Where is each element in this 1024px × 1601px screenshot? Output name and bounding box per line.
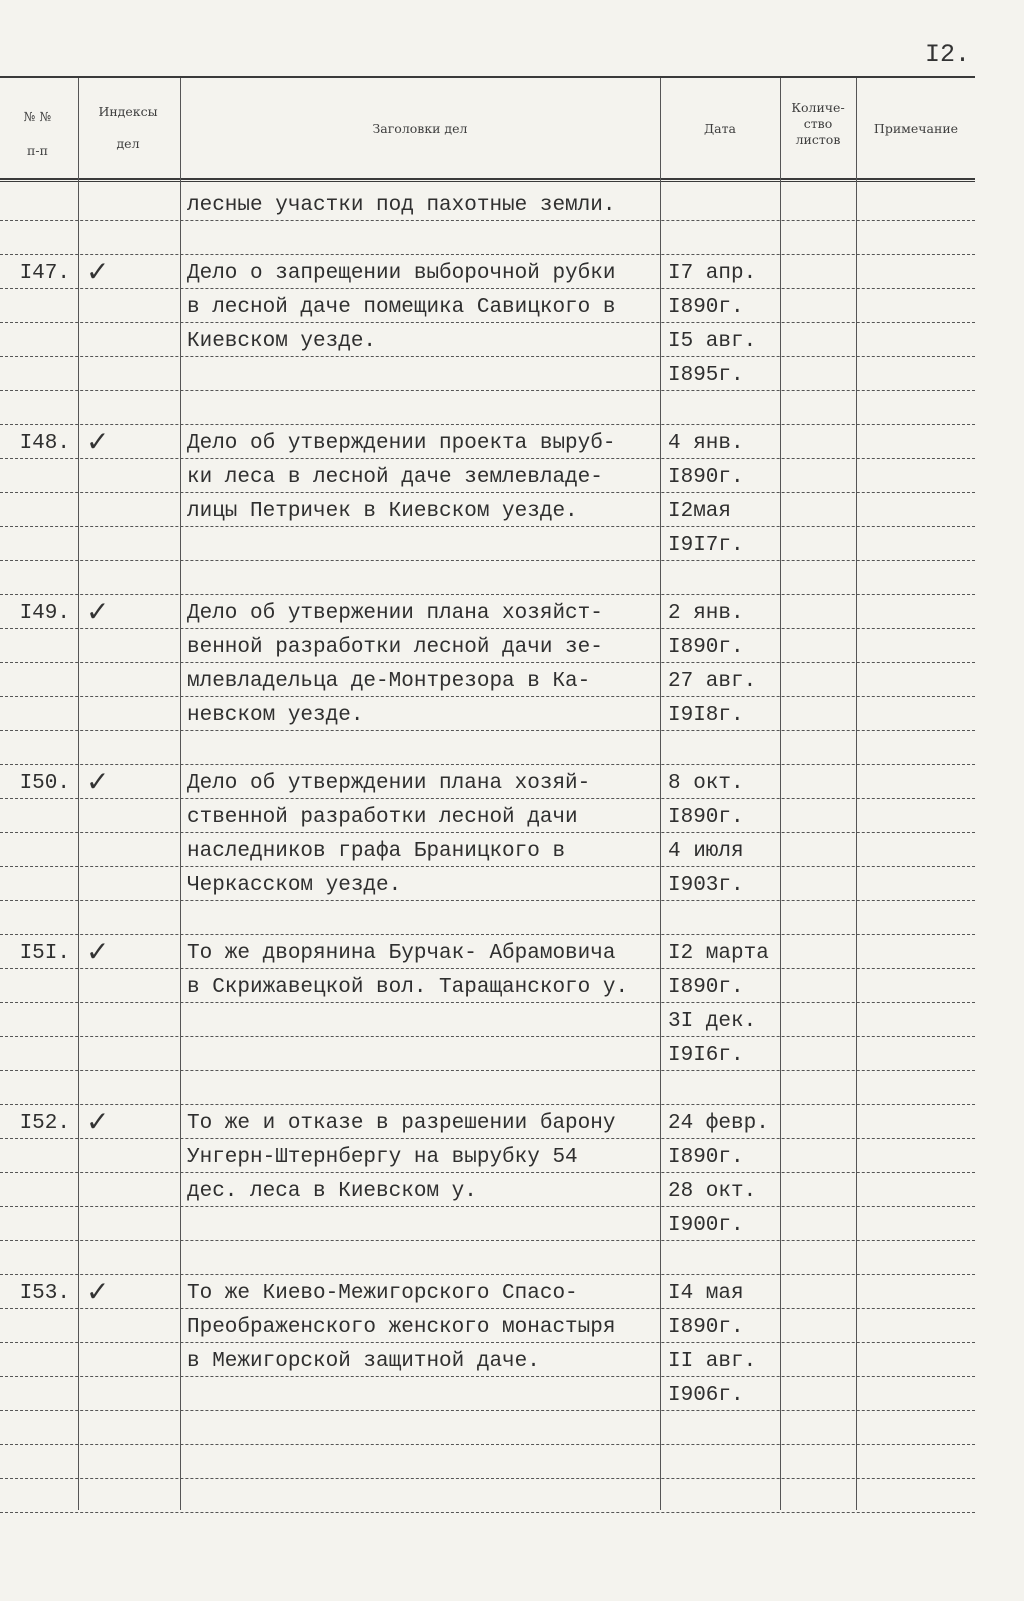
ruled-line: [0, 560, 975, 561]
record-date: I903г.: [668, 874, 744, 897]
record-number: I48.: [19, 432, 70, 455]
record-number: I50.: [19, 772, 70, 795]
record-date: I895г.: [668, 364, 744, 387]
record-date: I9I8г.: [668, 704, 744, 727]
ruled-line: [0, 424, 975, 425]
record-date: I900г.: [668, 1214, 744, 1237]
header-date-text: Дата: [704, 121, 736, 136]
record-number: I5I.: [19, 942, 70, 965]
record-date: I9I7г.: [668, 534, 744, 557]
ruled-line: [0, 866, 975, 867]
record-date: I890г.: [668, 466, 744, 489]
ruled-line: [0, 1512, 975, 1513]
ruled-line: [0, 1240, 975, 1241]
checkmark-icon: ✓: [86, 935, 110, 968]
ruled-line: [0, 1104, 975, 1105]
record-title-line: в Межигорской защитной даче.: [187, 1350, 540, 1373]
record-date: 8 окт.: [668, 772, 744, 795]
top-rule: [0, 76, 975, 78]
ruled-line: [0, 1138, 975, 1139]
ruled-line: [0, 1444, 975, 1445]
ruled-line: [0, 594, 975, 595]
ruled-line: [0, 492, 975, 493]
record-date: I890г.: [668, 976, 744, 999]
ruled-line: [0, 458, 975, 459]
ruled-line: [0, 1308, 975, 1309]
record-title-line: наследников графа Браницкого в: [187, 840, 566, 863]
record-date: I2 марта: [668, 942, 769, 965]
record-date: 3I дек.: [668, 1010, 757, 1033]
header-index-line2: дел: [116, 136, 140, 151]
checkmark-icon: ✓: [86, 1105, 110, 1138]
ruled-line: [0, 968, 975, 969]
header-count: [780, 100, 856, 148]
record-number: I53.: [19, 1282, 70, 1305]
record-title-line: Унгерн-Штернбергу на вырубку 54: [187, 1146, 578, 1169]
checkmark-icon: ✓: [86, 595, 110, 628]
checkmark-icon: ✓: [86, 765, 110, 798]
record-date: 4 июля: [668, 840, 744, 863]
record-date: I2мая: [668, 500, 732, 523]
record-date: 24 февр.: [668, 1112, 769, 1135]
header-title-text: Заголовки дел: [372, 121, 468, 136]
header-note-text: Примечание: [873, 121, 959, 136]
ruled-line: [0, 356, 975, 357]
ruled-line: [0, 934, 975, 935]
header-num-line2: п-п: [27, 143, 48, 158]
record-date: 2 янв.: [668, 602, 744, 625]
ruled-line: [0, 1410, 975, 1411]
ruled-line: [0, 322, 975, 323]
column-divider: [180, 78, 181, 1510]
record-date: I890г.: [668, 636, 744, 659]
header-count-line3: листов: [795, 132, 841, 147]
record-date: I906г.: [668, 1384, 744, 1407]
header-note: [856, 120, 976, 137]
header-rule: [0, 178, 975, 180]
page-number: I2.: [925, 40, 971, 69]
column-divider: [856, 78, 857, 1510]
header-title: [180, 120, 660, 137]
column-divider: [78, 78, 79, 1510]
record-title-line: То же дворянина Бурчак- Абрамовича: [187, 942, 616, 965]
record-title-line: Дело об утверждении плана хозяй-: [187, 772, 591, 795]
record-title-line: ки леса в лесной даче землевладе-: [187, 466, 603, 489]
ruled-line: [0, 390, 975, 391]
record-title-line: лесные участки под пахотные земли.: [187, 194, 616, 217]
record-title-line: Черкасском уезде.: [187, 874, 402, 897]
record-title-line: в Скрижавецкой вол. Таращанского у.: [187, 976, 629, 999]
record-date: I890г.: [668, 806, 744, 829]
record-title-line: Дело об утверждении проекта выруб-: [187, 432, 616, 455]
ruled-line: [0, 628, 975, 629]
ruled-line: [0, 730, 975, 731]
header-index: [78, 103, 178, 152]
record-title-line: Киевском уезде.: [187, 330, 377, 353]
column-divider: [780, 78, 781, 1510]
record-date: I5 авг.: [668, 330, 757, 353]
ruled-line: [0, 900, 975, 901]
record-number: I47.: [19, 262, 70, 285]
record-date: I4 мая: [668, 1282, 744, 1305]
header-count-line2: ство: [803, 116, 833, 131]
record-date: 28 окт.: [668, 1180, 757, 1203]
header-rule-2: [0, 181, 975, 182]
ruled-line: [0, 764, 975, 765]
ruled-line: [0, 798, 975, 799]
ruled-line: [0, 1478, 975, 1479]
record-date: I7 апр.: [668, 262, 757, 285]
record-date: II авг.: [668, 1350, 757, 1373]
header-index-line1: Индексы: [98, 104, 158, 119]
checkmark-icon: ✓: [86, 425, 110, 458]
column-divider: [660, 78, 661, 1510]
record-date: I890г.: [668, 296, 744, 319]
ruled-line: [0, 1342, 975, 1343]
header-count-line1: Количе-: [791, 100, 845, 115]
record-title-line: дес. леса в Киевском у.: [187, 1180, 477, 1203]
record-title-line: То же и отказе в разрешении барону: [187, 1112, 616, 1135]
record-title-line: млевладельца де-Монтрезора в Ка-: [187, 670, 591, 693]
record-title-line: венной разработки лесной дачи зе-: [187, 636, 603, 659]
ruled-line: [0, 288, 975, 289]
ruled-line: [0, 832, 975, 833]
record-number: I49.: [19, 602, 70, 625]
record-title-line: ственной разработки лесной дачи: [187, 806, 578, 829]
record-date: 4 янв.: [668, 432, 744, 455]
ruled-line: [0, 662, 975, 663]
ruled-line: [0, 1376, 975, 1377]
record-date: 27 авг.: [668, 670, 757, 693]
checkmark-icon: ✓: [86, 255, 110, 288]
checkmark-icon: ✓: [86, 1275, 110, 1308]
record-date: I9I6г.: [668, 1044, 744, 1067]
record-title-line: Дело об утвержении плана хозяйст-: [187, 602, 603, 625]
record-title-line: То же Киево-Межигорского Спасо-: [187, 1282, 578, 1305]
record-date: I890г.: [668, 1316, 744, 1339]
record-date: I890г.: [668, 1146, 744, 1169]
header-num: [0, 108, 75, 159]
ruled-line: [0, 254, 975, 255]
ruled-line: [0, 526, 975, 527]
record-number: I52.: [19, 1112, 70, 1135]
ruled-line: [0, 1206, 975, 1207]
header-num-line1: № №: [23, 109, 52, 124]
header-date: [660, 120, 780, 137]
ruled-line: [0, 220, 975, 221]
record-title-line: лицы Петричек в Киевском уезде.: [187, 500, 578, 523]
ruled-line: [0, 1172, 975, 1173]
ruled-line: [0, 696, 975, 697]
ruled-line: [0, 1274, 975, 1275]
ruled-line: [0, 1070, 975, 1071]
record-title-line: невском уезде.: [187, 704, 364, 727]
record-title-line: Преображенского женского монастыря: [187, 1316, 616, 1339]
ruled-line: [0, 1036, 975, 1037]
record-title-line: Дело о запрещении выборочной рубки: [187, 262, 616, 285]
record-title-line: в лесной даче помещика Савицкого в: [187, 296, 616, 319]
ruled-line: [0, 1002, 975, 1003]
